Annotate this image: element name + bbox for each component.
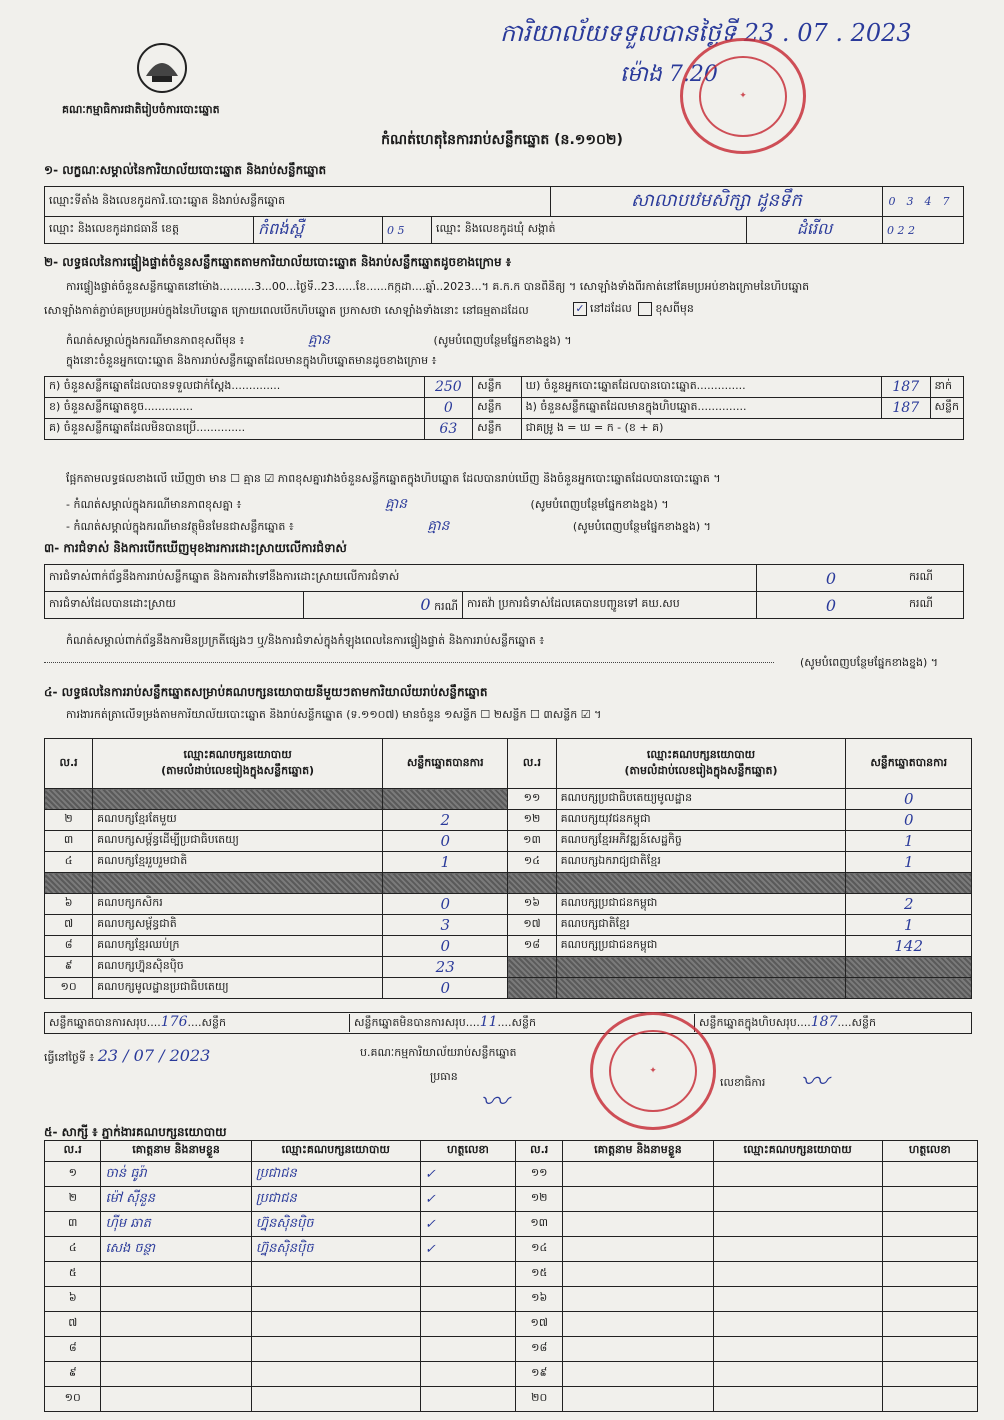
witness-no: ៦ bbox=[45, 1287, 101, 1312]
commune-label: ឈ្មោះ និងលេខកូដឃុំ សង្កាត់ bbox=[432, 217, 747, 244]
witness-name bbox=[563, 1312, 713, 1337]
party-row bbox=[45, 894, 972, 915]
witness-no: ១៥ bbox=[516, 1262, 563, 1287]
witness-sign bbox=[882, 1337, 977, 1362]
witness-no: ១៤ bbox=[516, 1237, 563, 1262]
witness-party bbox=[713, 1387, 882, 1412]
party-votes: 1 bbox=[846, 852, 972, 873]
witness-name bbox=[101, 1287, 251, 1312]
result-intro: ក្នុងនោះចំនួនអ្នកបោះឆ្នោត និងការរាប់សន្លឹកឆ្នោតដែលមានក្នុងហិបឆ្នោតមានដូចខាងក្រោម ៖ bbox=[66, 354, 437, 367]
witness-party bbox=[713, 1337, 882, 1362]
witness-party bbox=[713, 1362, 882, 1387]
witness-sign bbox=[420, 1287, 515, 1312]
received-ballots-label: ក) ចំនួនសន្លឹកឆ្នោតដែលបានទទួលជាក់ស្តែង.............. bbox=[45, 377, 425, 398]
section1-table bbox=[44, 186, 964, 244]
party-name bbox=[556, 978, 846, 999]
witness-party: ហ្វ៊ុនស៊ិនប៉ិច bbox=[251, 1212, 420, 1237]
party-name: គណបក្សមូលដ្ឋានប្រជាធិបតេយ្យ bbox=[93, 978, 383, 999]
note-line: កំណត់សម្គាល់ក្នុងករណីមានភាពខុសពីមុន ៖ គ្មាន (សូមបំពេញបន្ថែមផ្នែកខាងខ្នង) ។ bbox=[66, 332, 572, 348]
witness-no: ៧ bbox=[45, 1312, 101, 1337]
party-name: គណបក្សសម្ព័ន្ធជាតិ bbox=[93, 915, 383, 936]
province-value: កំពង់ស្ពឺ bbox=[254, 217, 383, 244]
party-name: គណបក្សឯករាជ្យជាតិខ្មែរ bbox=[556, 852, 846, 873]
note3-line: - កំណត់សម្គាល់ក្នុងករណីមានវត្ថុមិនមែនជាសន្លឹកឆ្នោត ៖ គ្មាន (សូមបំពេញបន្ថែមផ្នែកខាងខ្នង) ។ bbox=[66, 518, 711, 534]
witness-party bbox=[713, 1212, 882, 1237]
verify-line1: ការផ្ទៀងផ្ទាត់ចំនួនសន្លឹកឆ្នោតនៅម៉ោង..........3...00...ថ្ងៃទី..23......ខែ......កក្កដា....ឆ្នាំ..2023...។ គ.ក.ក បានពិនិត្យ ។ សោឡាំងទាំងពីរកាត់នៅគែមប្រអប់ខាងក្រោមនៃហិបឆ្នោត bbox=[66, 280, 810, 293]
objection-value: 0 bbox=[757, 565, 906, 592]
party-votes: 0 bbox=[383, 894, 508, 915]
witness-no: ១៣ bbox=[516, 1212, 563, 1237]
witness-no: ១១ bbox=[516, 1162, 563, 1187]
party-number: ៨ bbox=[45, 936, 93, 957]
party-row bbox=[45, 873, 972, 894]
witness-sign bbox=[882, 1287, 977, 1312]
witness-party bbox=[713, 1237, 882, 1262]
party-number: ១៧ bbox=[508, 915, 556, 936]
witness-party bbox=[713, 1262, 882, 1287]
secretary-label: លេខាធិការ bbox=[720, 1076, 766, 1089]
witness-name bbox=[101, 1387, 251, 1412]
witness-sign bbox=[882, 1187, 977, 1212]
ballot-count-table: ក) ចំនួនសន្លឹកឆ្នោតដែលបានទទួលជាក់ស្តែង.............. 250 សន្លឹក ឃ) ចំនួនអ្នកបោះឆ្នោតដែលបានបោះឆ្នោត.............. 187 នាក់ ខ) ចំនួនសន្លឹកឆ្នោតខូច.............. 0 សន្លឹក ង) ចំនួនសន្លឹកឆ្នោតដែលមានក្នុងហិបឆ្នោត.............. 187 សន្លឹក គ) ចំនួនសន្លឹកឆ្នោតដែលមិនបានប្រើ.............. 63 សន្លឹក ជាគម្រូ ង = ឃ = ក - (ខ + គ) bbox=[44, 376, 964, 440]
note2-line: - កំណត់សម្គាល់ក្នុងករណីមានភាពខុសគ្នា ៖ គ្មាន (សូមបំពេញបន្ថែមផ្នែកខាងខ្នង) ។ bbox=[66, 496, 669, 512]
witness-name bbox=[563, 1212, 713, 1237]
normal-checkbox[interactable]: ✓ bbox=[573, 302, 587, 316]
witness-name bbox=[563, 1337, 713, 1362]
witness-sign bbox=[882, 1262, 977, 1287]
witness-party bbox=[713, 1287, 882, 1312]
party-number bbox=[45, 873, 93, 894]
president-signature: 〰 bbox=[480, 1085, 509, 1118]
party-votes: 0 bbox=[383, 936, 508, 957]
resolved-label: ការជំទាស់ដែលបានដោះស្រាយ bbox=[45, 592, 304, 619]
section4-intro: ការងារកត់ត្រាលើទម្រង់តាមការិយាល័យបោះឆ្នោត និងរាប់សន្លឹកឆ្នោត (ទ.១១០៧) មានចំនួន ១សន្លឹក ☐ ២សន្លឹក ☐ ៣សន្លឹក ☑ ។ bbox=[66, 708, 602, 721]
party-row bbox=[45, 852, 972, 873]
witness-party bbox=[713, 1187, 882, 1212]
party-row bbox=[45, 978, 972, 999]
party-number: ៤ bbox=[45, 852, 93, 873]
witness-sign bbox=[420, 1337, 515, 1362]
witness-no: ១២ bbox=[516, 1187, 563, 1212]
party-votes: 1 bbox=[846, 831, 972, 852]
party-number: ៣ bbox=[45, 831, 93, 852]
box-ballots-label: ង) ចំនួនសន្លឹកឆ្នោតដែលមានក្នុងហិបឆ្នោត.............. bbox=[521, 398, 881, 419]
witness-row bbox=[45, 1162, 978, 1187]
party-row bbox=[45, 936, 972, 957]
witness-name bbox=[563, 1237, 713, 1262]
party-votes bbox=[846, 957, 972, 978]
witness-no: ១៨ bbox=[516, 1337, 563, 1362]
party-number bbox=[508, 957, 556, 978]
party-votes: 142 bbox=[846, 936, 972, 957]
witness-no: ៩ bbox=[45, 1362, 101, 1387]
party-votes: 0 bbox=[846, 810, 972, 831]
verify-line2: សោឡាំងកាត់ភ្ជាប់គម្របប្រអប់ក្នុងនៃហិបឆ្នោត ក្រោយពេលបើកហិបឆ្នោត ប្រកាសថា សោឡាំងទាំងនោះ នៅធម្មតាដដែល bbox=[44, 304, 529, 317]
party-name: គណបក្សជាតិខ្មែរ bbox=[556, 915, 846, 936]
party-row bbox=[45, 957, 972, 978]
witness-party bbox=[251, 1362, 420, 1387]
president-label: ប្រធាន bbox=[430, 1070, 458, 1083]
party-number: ៧ bbox=[45, 915, 93, 936]
party-name: គណបក្សខ្មែរឈប់ក្រ bbox=[93, 936, 383, 957]
col-party-right: ឈ្មោះគណបក្សនយោបាយ (តាមលំដាប់លេខរៀងក្នុងសន្លឹកឆ្នោត) bbox=[556, 739, 846, 789]
party-name bbox=[556, 873, 846, 894]
party-name: គណបក្សកសិករ bbox=[93, 894, 383, 915]
party-results-table bbox=[44, 738, 972, 999]
witness-name: ចាន់ ធូរ៉ា bbox=[101, 1162, 251, 1187]
col-no-left: ល.រ bbox=[45, 739, 93, 789]
party-votes bbox=[383, 789, 508, 810]
witness-no: ១៩ bbox=[516, 1362, 563, 1387]
witness-table: ល.រ គោត្តនាម និងនាមខ្លួន ឈ្មោះគណបក្សនយោបាយ ហត្ថលេខា ល.រ គោត្តនាម និងនាមខ្លួន ឈ្មោះគណបក្សនយោបាយ ហត្ថលេខា ១ ចាន់ ធូរ៉ា ប្រជាជន ✓ ១១ ២ ម៉ៅ ស៊ីនួន ប្រជាជន ✓ ១២ ៣ ហ៊ីម ឆាត ហ្វ៊ុនស៊ិនប៉ិច ✓ ១៣ ៤ សេង ចន្ថា ហ្វ៊ុនស៊ិនប៉ិច ✓ ១៤ ៥ ១៥ ៦ ១៦ ៧ ១៧ ៨ ១៨ ៩ ១៩ ១០ ២០ bbox=[44, 1140, 978, 1412]
org-name: គណៈកម្មាធិការជាតិរៀបចំការបោះឆ្នោត bbox=[62, 103, 220, 116]
received-ballots-value: 250 bbox=[424, 377, 473, 398]
witness-row bbox=[45, 1312, 978, 1337]
col-votes-left: សន្លឹកឆ្នោតបានការ bbox=[383, 739, 508, 789]
witness-party bbox=[251, 1312, 420, 1337]
spoiled-ballots-label: ខ) ចំនួនសន្លឹកឆ្នោតខូច.............. bbox=[45, 398, 425, 419]
polling-station-code: 0 3 4 7 bbox=[883, 187, 964, 217]
party-votes: 23 bbox=[383, 957, 508, 978]
witness-no: ៤ bbox=[45, 1237, 101, 1262]
witness-no: ១៧ bbox=[516, 1312, 563, 1337]
section3-footer-line bbox=[44, 648, 774, 663]
party-name: គណបក្សខ្មែររួបរួមជាតិ bbox=[93, 852, 383, 873]
province-label: ឈ្មោះ និងលេខកូដរាជធានី ខេត្ត bbox=[45, 217, 254, 244]
witness-sign: ✓ bbox=[420, 1237, 515, 1262]
date-line: ធ្វើនៅថ្ងៃទី ៖ 23 / 07 / 2023 bbox=[44, 1046, 211, 1065]
witness-sign bbox=[420, 1387, 515, 1412]
abnormal-checkbox[interactable] bbox=[638, 302, 652, 316]
party-name bbox=[93, 873, 383, 894]
section2-heading: ២- លទ្ធផលនៃការផ្ទៀងផ្ទាត់ចំនួនសន្លឹកឆ្នោតតាមការិយាល័យបោះឆ្នោត និងរាប់សន្លឹកឆ្នោតដូចខាងក្រោម ៖ bbox=[44, 255, 512, 269]
commune-value: ដំរើល bbox=[746, 217, 882, 244]
section1-heading: ១- លក្ខណៈសម្គាល់នៃការិយាល័យបោះឆ្នោត និងរាប់សន្លឹកឆ្នោត bbox=[44, 163, 327, 177]
witness-sign bbox=[882, 1387, 977, 1412]
witness-name bbox=[101, 1337, 251, 1362]
box-ballots-value: 187 bbox=[881, 398, 930, 419]
section3-heading: ៣- ការជំទាស់ និងការបើកឃើញមុខងារការដោះស្រាយលើការជំទាស់ bbox=[44, 541, 347, 555]
witness-row bbox=[45, 1287, 978, 1312]
unused-ballots-label: គ) ចំនួនសន្លឹកឆ្នោតដែលមិនបានប្រើ.............. bbox=[45, 419, 425, 440]
polling-station-value: សាលាបឋមសិក្សា ដូនទឹក bbox=[550, 187, 882, 217]
polling-station-label: ឈ្មោះទីតាំង និងលេខកូដការិ.បោះឆ្នោត និងរាប់សន្លឹកឆ្នោត bbox=[45, 187, 551, 217]
party-name bbox=[93, 789, 383, 810]
seal-bottom: ✦ bbox=[590, 1012, 716, 1130]
witness-party: ហ្វ៊ុនស៊ិនប៉ិច bbox=[251, 1237, 420, 1262]
forwarded-value: 0 bbox=[757, 592, 906, 619]
witness-sign bbox=[420, 1362, 515, 1387]
party-votes bbox=[383, 873, 508, 894]
party-number: ១០ bbox=[45, 978, 93, 999]
col-no-right: ល.រ bbox=[508, 739, 556, 789]
witness-sign bbox=[882, 1362, 977, 1387]
witness-name: ហ៊ីម ឆាត bbox=[101, 1212, 251, 1237]
witness-party bbox=[251, 1387, 420, 1412]
party-votes: 1 bbox=[383, 852, 508, 873]
witness-name: សេង ចន្ថា bbox=[101, 1237, 251, 1262]
voters-value: 187 bbox=[881, 377, 930, 398]
witness-no: ២០ bbox=[516, 1387, 563, 1412]
witness-sign: ✓ bbox=[420, 1187, 515, 1212]
witness-no: ៨ bbox=[45, 1337, 101, 1362]
witness-sign bbox=[882, 1212, 977, 1237]
party-number: ១៦ bbox=[508, 894, 556, 915]
party-row bbox=[45, 831, 972, 852]
objection-table: ការជំទាស់ពាក់ព័ន្ធនឹងការរាប់សន្លឹកឆ្នោត និងការតវ៉ាទៅនឹងការដោះស្រាយលើការជំទាស់ 0 ករណី ការជំទាស់ដែលបានដោះស្រាយ 0 ករណី ការតវ៉ា ប្រការជំទាស់ដែលគេបានបញ្ជូនទៅ គឃ.សប 0 ករណី bbox=[44, 564, 964, 619]
seal-status-options: ✓ នៅដដែល ខុសពីមុន bbox=[570, 302, 694, 318]
witness-row bbox=[45, 1237, 978, 1262]
total-valid: សន្លឹកឆ្នោតបានការសរុប....176....សន្លឹក bbox=[49, 1014, 226, 1030]
witness-sign: ✓ bbox=[420, 1212, 515, 1237]
party-votes: 0 bbox=[383, 831, 508, 852]
witness-row bbox=[45, 1212, 978, 1237]
party-name: គណបក្សយុវជនកម្ពុជា bbox=[556, 810, 846, 831]
unused-ballots-value: 63 bbox=[424, 419, 473, 440]
party-number bbox=[45, 789, 93, 810]
formula-label: ជាគម្រូ ង = ឃ = ក - (ខ + គ) bbox=[521, 419, 963, 440]
party-number: ៦ bbox=[45, 894, 93, 915]
witness-party bbox=[713, 1312, 882, 1337]
party-votes: 2 bbox=[846, 894, 972, 915]
witness-name bbox=[101, 1362, 251, 1387]
party-number: ១៨ bbox=[508, 936, 556, 957]
witness-party bbox=[251, 1262, 420, 1287]
objection-label: ការជំទាស់ពាក់ព័ន្ធនឹងការរាប់សន្លឹកឆ្នោត និងការតវ៉ាទៅនឹងការដោះស្រាយលើការជំទាស់ bbox=[45, 565, 757, 592]
committee-label: ប.គណៈកម្មការិយាល័យរាប់សន្លឹកឆ្នោត bbox=[360, 1046, 517, 1059]
witness-name bbox=[563, 1287, 713, 1312]
seal-top: ✦ bbox=[680, 38, 806, 154]
witness-sign bbox=[882, 1312, 977, 1337]
secretary-signature: 〰 bbox=[800, 1065, 829, 1098]
party-name: គណបក្សខ្មែរតែមួយ bbox=[93, 810, 383, 831]
witness-no: ៣ bbox=[45, 1212, 101, 1237]
witness-party: ប្រជាជន bbox=[251, 1162, 420, 1187]
form-title: កំណត់ហេតុនៃការរាប់សន្លឹកឆ្នោត (ន.១១០២) bbox=[381, 132, 623, 148]
witness-row bbox=[45, 1362, 978, 1387]
party-row bbox=[45, 789, 972, 810]
witness-no: ១០ bbox=[45, 1387, 101, 1412]
witness-name bbox=[563, 1262, 713, 1287]
col-votes-right: សន្លឹកឆ្នោតបានការ bbox=[846, 739, 972, 789]
party-number bbox=[508, 873, 556, 894]
party-number: ២ bbox=[45, 810, 93, 831]
party-name: គណបក្សប្រជាធិបតេយ្យមូលដ្ឋាន bbox=[556, 789, 846, 810]
witness-party: ប្រជាជន bbox=[251, 1187, 420, 1212]
emblem-icon bbox=[134, 40, 190, 96]
party-name: គណបក្សហ្វ៊ុនស៊ិនប៉ិច bbox=[93, 957, 383, 978]
totals-row bbox=[44, 1012, 972, 1034]
voters-label: ឃ) ចំនួនអ្នកបោះឆ្នោតដែលបានបោះឆ្នោត.............. bbox=[521, 377, 881, 398]
total-all: សន្លឹកឆ្នោតក្នុងហិបសរុប....187....សន្លឹក bbox=[694, 1014, 971, 1032]
witness-name bbox=[563, 1387, 713, 1412]
party-votes: 0 bbox=[383, 978, 508, 999]
section3-hint: (សូមបំពេញបន្ថែមផ្នែកខាងខ្នង) ។ bbox=[800, 656, 939, 669]
witness-name: ម៉ៅ ស៊ីនួន bbox=[101, 1187, 251, 1212]
witness-party bbox=[251, 1337, 420, 1362]
party-number: ១២ bbox=[508, 810, 556, 831]
witness-sign bbox=[882, 1162, 977, 1187]
party-votes: 2 bbox=[383, 810, 508, 831]
witness-no: ១ bbox=[45, 1162, 101, 1187]
received-note: ការិយាល័យទទួលបានថ្ងៃទី 23 . 07 . 2023 bbox=[500, 19, 912, 47]
section3-footer: កំណត់សម្គាល់ពាក់ព័ន្ធនឹងការមិនប្រក្រតីផ្សេងៗ ឬ/និងការជំទាស់ក្នុងកំឡុងពេលនៃការផ្ទៀងផ្ទាត់ និងការរាប់សន្លឹកឆ្នោត ៖ bbox=[66, 634, 545, 647]
witness-sign bbox=[882, 1237, 977, 1262]
total-invalid: សន្លឹកឆ្នោតមិនបានការសរុប....11....សន្លឹក bbox=[349, 1014, 694, 1032]
party-votes: 1 bbox=[846, 915, 972, 936]
province-code: 0 5 bbox=[383, 217, 432, 244]
witness-name bbox=[563, 1187, 713, 1212]
witness-name bbox=[101, 1262, 251, 1287]
witness-row bbox=[45, 1387, 978, 1412]
party-name: គណបក្សខ្មែរអភិវឌ្ឍន៍សេដ្ឋកិច្ច bbox=[556, 831, 846, 852]
witness-row bbox=[45, 1337, 978, 1362]
witness-no: ៥ bbox=[45, 1262, 101, 1287]
received-time: ម៉ោង 7.20 bbox=[620, 62, 718, 87]
witness-no: ១៦ bbox=[516, 1287, 563, 1312]
party-votes: 0 bbox=[846, 789, 972, 810]
party-name: គណបក្សប្រជាជនកម្ពុជា bbox=[556, 936, 846, 957]
witness-name bbox=[563, 1162, 713, 1187]
party-votes: 3 bbox=[383, 915, 508, 936]
witness-row bbox=[45, 1187, 978, 1212]
party-votes bbox=[846, 978, 972, 999]
party-name: គណបក្សសម្ព័ន្ធដើម្បីប្រជាធិបតេយ្យ bbox=[93, 831, 383, 852]
party-votes bbox=[846, 873, 972, 894]
witness-name bbox=[563, 1362, 713, 1387]
compare-line: ផ្អែកតាមលទ្ធផលខាងលើ ឃើញថា មាន ☐ គ្មាន ☑ ភាពខុសគ្នារវាងចំនួនសន្លឹកឆ្នោតក្នុងហិបឆ្នោត ដែលបានរាប់ឃើញ និងចំនួនអ្នកបោះឆ្នោតដែលបានបោះឆ្នោត ។ bbox=[66, 472, 721, 485]
witness-row bbox=[45, 1262, 978, 1287]
witness-sign bbox=[420, 1312, 515, 1337]
witness-party bbox=[713, 1162, 882, 1187]
section4-heading: ៤- លទ្ធផលនៃការរាប់សន្លឹកឆ្នោតសម្រាប់គណបក្សនយោបាយនីមួយៗតាមការិយាល័យរាប់សន្លឹកឆ្នោត bbox=[44, 685, 488, 699]
col-party-left: ឈ្មោះគណបក្សនយោបាយ (តាមលំដាប់លេខរៀងក្នុងសន្លឹកឆ្នោត) bbox=[93, 739, 383, 789]
party-number: ៩ bbox=[45, 957, 93, 978]
spoiled-ballots-value: 0 bbox=[424, 398, 473, 419]
party-row bbox=[45, 810, 972, 831]
party-name: គណបក្សប្រជាជនកម្ពុជា bbox=[556, 894, 846, 915]
party-name bbox=[556, 957, 846, 978]
witness-name bbox=[101, 1312, 251, 1337]
witness-no: ២ bbox=[45, 1187, 101, 1212]
party-number: ១៣ bbox=[508, 831, 556, 852]
witness-sign: ✓ bbox=[420, 1162, 515, 1187]
section5-heading: ៥- សាក្សី ៖ ភ្នាក់ងារគណបក្សនយោបាយ bbox=[44, 1125, 227, 1139]
resolved-value-cell: 0 ករណី bbox=[304, 592, 463, 619]
party-number: ១១ bbox=[508, 789, 556, 810]
party-row bbox=[45, 915, 972, 936]
witness-party bbox=[251, 1287, 420, 1312]
forwarded-label: ការតវ៉ា ប្រការជំទាស់ដែលគេបានបញ្ជូនទៅ គឃ.សប bbox=[463, 592, 757, 619]
commune-code: 0 2 2 bbox=[883, 217, 964, 244]
party-number bbox=[508, 978, 556, 999]
party-number: ១៤ bbox=[508, 852, 556, 873]
witness-sign bbox=[420, 1262, 515, 1287]
